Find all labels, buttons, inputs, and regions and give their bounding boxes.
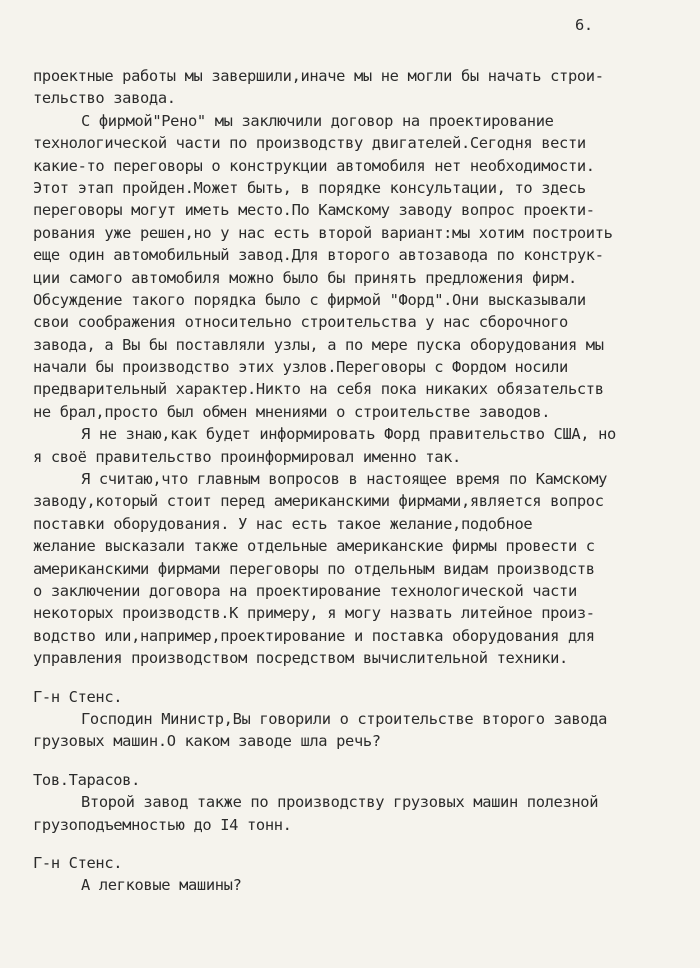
text-line: заводу,который стоит перед американскими фирмами,является вопрос: [33, 492, 604, 511]
text-line: желание высказали также отдельные американские фирмы провести с: [33, 537, 595, 556]
text-line: некоторых производств.К примеру, я могу назвать литейное произ-: [33, 604, 595, 623]
text-line: грузоподъемностью до I4 тонн.: [33, 815, 292, 834]
text-line: завода, а Вы бы поставляли узлы, а по мере пуска оборудования мы: [33, 335, 604, 354]
page-number: 6.: [575, 16, 593, 34]
spacer: [33, 753, 700, 769]
text-line: начали бы производство этих узлов.Переговоры с Фордом носили: [33, 358, 568, 377]
text-line: предварительный характер.Никто на себя пока никаких обязательств: [33, 380, 604, 399]
text-line: грузовых машин.О каком заводе шла речь?: [33, 732, 381, 751]
paragraph-start-line: С фирмой"Рено" мы заключили договор на проектирование: [81, 111, 554, 130]
speaker-label: Г-н Стенс.: [33, 853, 123, 872]
paragraph-start-line: Я считаю,что главным вопросов в настоящее время по Камскому: [81, 470, 608, 489]
text-line: переговоры могут иметь место.По Камскому заводу вопрос проекти-: [33, 201, 595, 220]
text-line: проектные работы мы завершили,иначе мы не могли бы начать строи-: [33, 67, 604, 85]
paragraph-start-line: А легковые машины?: [81, 876, 242, 895]
text-line: поставки оборудования. У нас есть такое желание,подобное: [33, 514, 533, 533]
text-line: о заключении договора на проектирование технологической части: [33, 581, 577, 600]
text-line: свои соображения относительно строительства у нас сборочного: [33, 313, 568, 332]
speaker-label: Тов.Тарасов.: [33, 770, 140, 789]
speaker-label: Г-н Стенс.: [33, 687, 123, 706]
text-line: технологической части по производству двигателей.Сегодня вести: [33, 134, 586, 153]
spacer: [33, 836, 700, 852]
text-line: тельство завода.: [33, 89, 176, 108]
paragraph-start-line: Я не знаю,как будет информировать Форд правительство США, но: [81, 425, 616, 444]
text-line: Обсуждение такого порядка было с фирмой "Форд".Они высказывали: [33, 290, 586, 309]
text-line: водство или,например,проектирование и поставка оборудования для: [33, 626, 595, 645]
text-line: я своё правительство проинформировал именно так.: [33, 447, 461, 466]
text-line: еще один автомобильный завод.Для второго автозавода по конструк-: [33, 246, 604, 265]
text-line: ции самого автомобиля можно было бы принять предложения фирм.: [33, 268, 577, 287]
text-line: не брал,просто был обмен мнениями о строительстве заводов.: [33, 402, 551, 421]
text-line: управления производством посредством вычислительной техники.: [33, 649, 568, 668]
paragraph-start-line: Господин Министр,Вы говорили о строительстве второго завода: [81, 709, 608, 728]
text-line: американскими фирмами переговоры по отдельным видам производств: [33, 559, 595, 578]
document-body: [33, 65, 700, 897]
text-line: какие-то переговоры о конструкции автомобиля нет необходимости.: [33, 156, 595, 175]
spacer: [33, 670, 700, 686]
paragraph-start-line: Второй завод также по производству грузовых машин полезной: [81, 793, 599, 812]
text-line: Этот этап пройден.Может быть, в порядке консультации, то здесь: [33, 178, 586, 197]
text-line: рования уже решен,но у нас есть второй вариант:мы хотим построить: [33, 223, 613, 242]
